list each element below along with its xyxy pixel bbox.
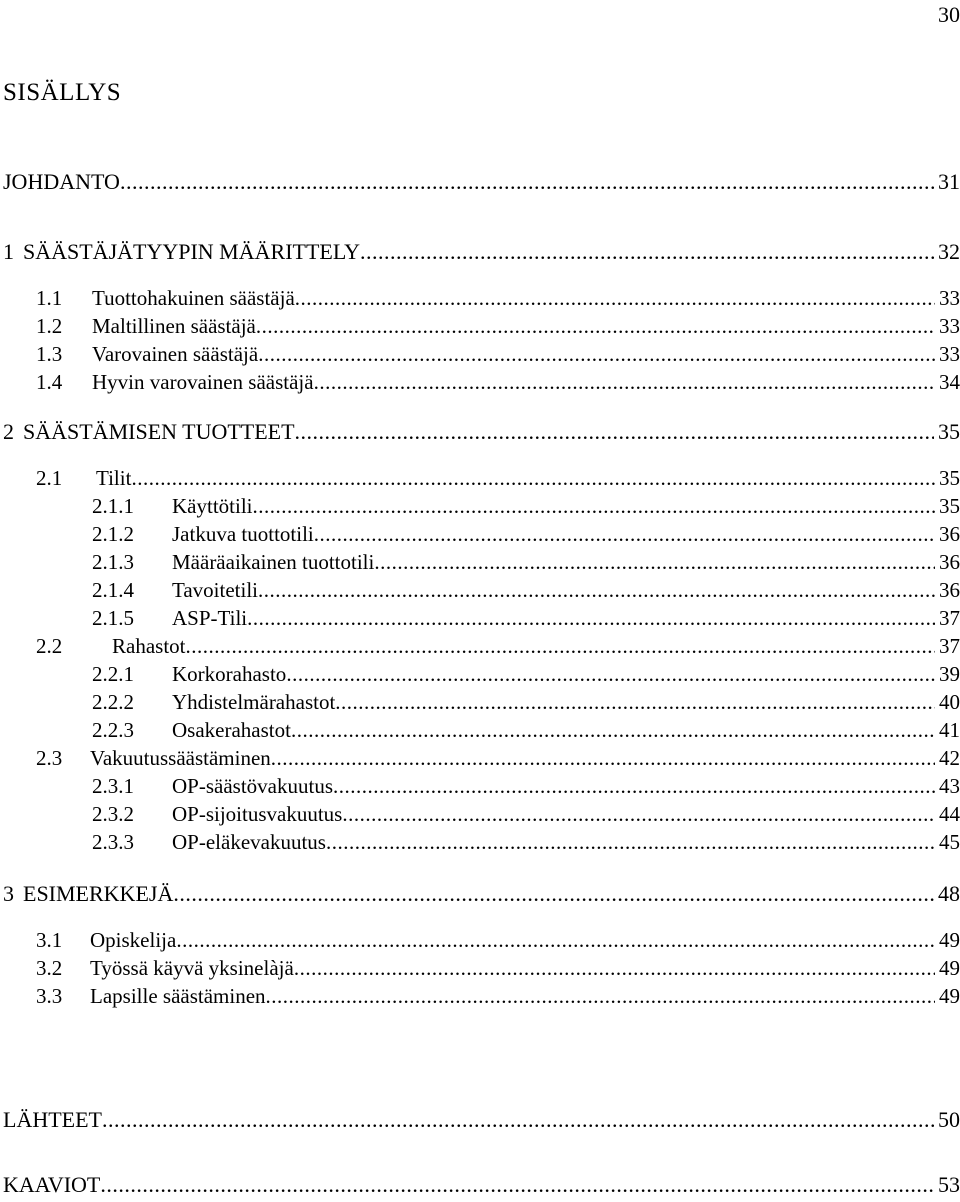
toc-entry-number: 2.3.1	[92, 774, 134, 798]
toc-dot-leader	[286, 659, 935, 689]
toc-entry-number: 1.1	[36, 286, 63, 310]
toc-entry-page: 36	[939, 578, 960, 602]
toc-entry-label: Maltillinen säästäjä	[92, 314, 256, 338]
toc-entry-page: 36	[939, 550, 960, 574]
toc-entry-number: 2.1.5	[92, 606, 134, 630]
toc-entry-page: 45	[939, 830, 960, 854]
toc-entry-rahastot[interactable]	[36, 631, 960, 661]
toc-dot-leader	[295, 417, 934, 447]
toc-entry-page: 33	[939, 342, 960, 366]
toc-entry-osakerahastot[interactable]	[92, 715, 960, 745]
toc-entry-label: Rahastot	[112, 634, 186, 658]
toc-entry-lahteet[interactable]	[3, 1105, 960, 1135]
toc-entry-yhdistelmarahastot[interactable]	[92, 687, 960, 717]
toc-entry-label: LÄHTEET	[3, 1107, 102, 1132]
toc-dot-leader	[294, 953, 935, 983]
toc-dot-leader	[176, 925, 935, 955]
toc-entry-label: Työssä käyvä yksinelàjä	[90, 956, 294, 980]
toc-dot-leader	[247, 603, 935, 633]
toc-dot-leader	[374, 547, 935, 577]
toc-dot-leader	[314, 367, 935, 397]
toc-dot-leader	[100, 1170, 934, 1200]
toc-entry-page: 35	[939, 466, 960, 490]
toc-dot-leader	[333, 771, 935, 801]
toc-entry-page: 33	[939, 314, 960, 338]
toc-dot-leader	[120, 167, 934, 197]
toc-entry-korkorahasto[interactable]	[92, 659, 960, 689]
toc-entry-number: 3	[3, 881, 14, 906]
toc-title: SISÄLLYS	[3, 79, 122, 106]
toc-entry-label: KAAVIOT	[3, 1172, 101, 1197]
toc-entry-page: 31	[938, 169, 960, 194]
toc-entry-page: 49	[939, 984, 960, 1008]
toc-entry-number: 2.1	[36, 466, 63, 490]
toc-entry-page: 50	[938, 1107, 960, 1132]
toc-entry-opiskelija[interactable]	[36, 925, 960, 955]
toc-entry-label: JOHDANTO	[3, 169, 120, 194]
toc-entry-number: 2.3	[36, 746, 63, 770]
toc-entry-page: 39	[939, 662, 960, 686]
toc-entry-label: Vakuutussäästäminen	[90, 746, 271, 770]
toc-entry-number: 2.3.2	[92, 802, 134, 826]
toc-entry-number: 2.2.1	[92, 662, 134, 686]
toc-entry-hyvin-varovainen-saastaja[interactable]	[36, 367, 960, 397]
toc-entry-label: Määräaikainen tuottotili	[172, 550, 375, 574]
toc-entry-number: 1.2	[36, 314, 63, 338]
toc-entry-label: Hyvin varovainen säästäjä	[92, 370, 314, 394]
toc-entry-page: 35	[939, 494, 960, 518]
toc-entry-page: 37	[939, 606, 960, 630]
toc-entry-number: 1.3	[36, 342, 63, 366]
toc-entry-number: 1.4	[36, 370, 63, 394]
toc-entry-page: 42	[939, 746, 960, 770]
toc-entry-tyossa-kayva-yksinelaja[interactable]	[36, 953, 960, 983]
toc-dot-leader	[291, 715, 935, 745]
toc-dot-leader	[186, 631, 936, 661]
toc-entry-page: 44	[939, 802, 960, 826]
toc-entry-label: Tuottohakuinen säästäjä	[92, 286, 295, 310]
toc-entry-label: OP-sijoitusvakuutus	[172, 802, 343, 826]
toc-entry-number: 2.1.3	[92, 550, 134, 574]
toc-entry-page: 53	[938, 1172, 960, 1197]
toc-entry-label: SÄÄSTÄMISEN TUOTTEET	[23, 419, 295, 444]
toc-entry-kaaviot[interactable]	[3, 1170, 960, 1200]
toc-entry-label: Jatkuva tuottotili	[172, 522, 314, 546]
toc-entry-label: Tavoitetili	[172, 578, 259, 602]
toc-entry-label: OP-eläkevakuutus	[172, 830, 326, 854]
page-number: 30	[938, 2, 960, 27]
toc-entry-jatkuva-tuottotili[interactable]	[92, 519, 960, 549]
toc-dot-leader	[131, 463, 935, 493]
toc-entry-page: 49	[939, 928, 960, 952]
toc-entry-number: 2.1.2	[92, 522, 134, 546]
toc-entry-label: Lapsille säästäminen	[90, 984, 266, 1008]
toc-entry-number: 2.2	[36, 634, 63, 658]
toc-entry-kayttotili[interactable]	[92, 491, 960, 521]
toc-entry-number: 2.2.3	[92, 718, 134, 742]
toc-dot-leader	[173, 879, 934, 909]
toc-entry-page: 43	[939, 774, 960, 798]
toc-entry-label: Käyttötili	[172, 494, 253, 518]
toc-entry-label: ESIMERKKEJÄ	[23, 881, 174, 906]
toc-entry-tuottohakuinen-saastaja[interactable]	[36, 283, 960, 313]
toc-entry-vakuutussaastaminen[interactable]	[36, 743, 960, 773]
toc-entry-page: 34	[939, 370, 960, 394]
toc-entry-page: 37	[939, 634, 960, 658]
toc-dot-leader	[295, 283, 935, 313]
toc-entry-page: 49	[939, 956, 960, 980]
toc-dot-leader	[326, 827, 935, 857]
toc-entry-page: 40	[939, 690, 960, 714]
toc-dot-leader	[342, 799, 935, 829]
toc-entry-page: 35	[938, 419, 960, 444]
toc-dot-leader	[256, 311, 935, 341]
toc-entry-number: 1	[3, 239, 14, 264]
toc-dot-leader	[258, 575, 935, 605]
toc-entry-op-saastovakuutus[interactable]	[92, 771, 960, 801]
toc-entry-johdanto[interactable]	[3, 167, 960, 197]
toc-dot-leader	[102, 1105, 934, 1135]
toc-entry-esimerkkeja[interactable]	[3, 879, 960, 909]
toc-entry-saastamisen-tuotteet[interactable]	[3, 417, 960, 447]
toc-entry-label: Opiskelija	[90, 928, 177, 952]
toc-entry-page: 36	[939, 522, 960, 546]
toc-entry-op-sijoitusvakuutus[interactable]	[92, 799, 960, 829]
toc-entry-tavoitetili[interactable]	[92, 575, 960, 605]
toc-entry-label: Korkorahasto	[172, 662, 287, 686]
toc-entry-page: 32	[938, 239, 960, 264]
toc-entry-label: Osakerahastot	[172, 718, 291, 742]
toc-entry-page: 41	[939, 718, 960, 742]
toc-dot-leader	[314, 519, 935, 549]
toc-entry-varovainen-saastaja[interactable]	[36, 339, 960, 369]
toc-entry-label: Varovainen säästäjä	[92, 342, 259, 366]
toc-entry-number: 2	[3, 419, 14, 444]
toc-entry-label: SÄÄSTÄJÄTYYPIN MÄÄRITTELY	[23, 239, 360, 264]
toc-entry-page: 33	[939, 286, 960, 310]
toc-dot-leader	[253, 491, 936, 521]
toc-dot-leader	[266, 981, 935, 1011]
toc-entry-number: 2.1.4	[92, 578, 134, 602]
toc-dot-leader	[360, 237, 934, 267]
toc-entry-page: 48	[938, 881, 960, 906]
toc-entry-op-elakevakuutus[interactable]	[92, 827, 960, 857]
toc-entry-number: 3.1	[36, 928, 63, 952]
toc-entry-maltillinen-saastaja[interactable]	[36, 311, 960, 341]
toc-dot-leader	[258, 339, 935, 369]
toc-entry-label: OP-säästövakuutus	[172, 774, 333, 798]
toc-entry-lapsille-saastaminen[interactable]	[36, 981, 960, 1011]
toc-entry-number: 2.3.3	[92, 830, 134, 854]
toc-entry-number: 2.2.2	[92, 690, 134, 714]
toc-dot-leader	[335, 687, 935, 717]
toc-entry-label: Tilit	[96, 466, 132, 490]
toc-entry-number: 3.2	[36, 956, 63, 980]
toc-entry-saastajatyypin-maarittely[interactable]	[3, 237, 960, 267]
toc-entry-number: 3.3	[36, 984, 63, 1008]
toc-entry-tilit[interactable]	[36, 463, 960, 493]
toc-entry-number: 2.1.1	[92, 494, 134, 518]
toc-entry-asp-tili[interactable]	[92, 603, 960, 633]
toc-entry-label: Yhdistelmärahastot	[172, 690, 336, 714]
toc-entry-label: ASP-Tili	[172, 606, 248, 630]
toc-entry-maaraaikainen-tuottotili[interactable]	[92, 547, 960, 577]
toc-dot-leader	[271, 743, 935, 773]
